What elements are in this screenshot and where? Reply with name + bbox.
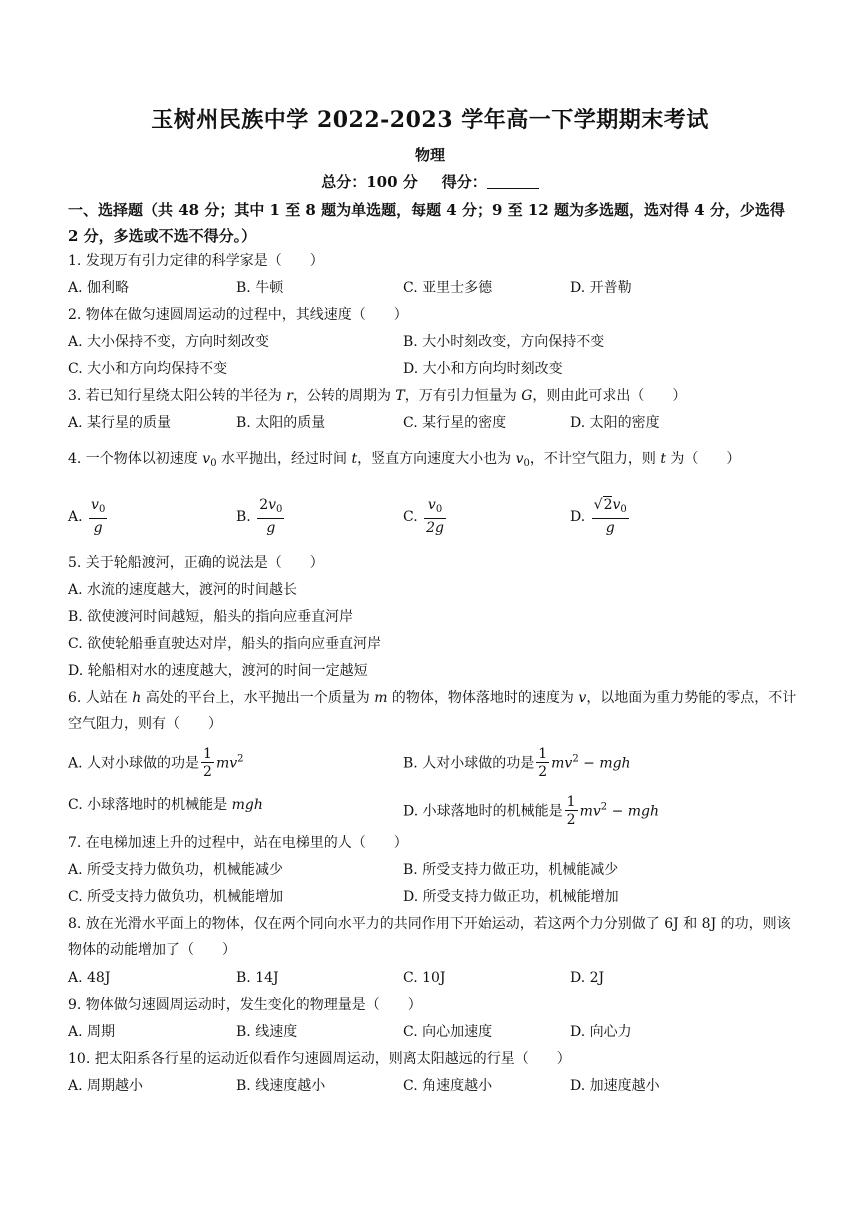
question-1-stem: 1. 发现万有引力定律的科学家是（ ）	[68, 253, 324, 269]
total-score: 总分：100 分	[321, 173, 418, 191]
question-10-option-b: B. 线速度越小	[236, 1078, 326, 1094]
question-6-option-d: D. 小球落地时的机械能是 $\frac{1}{2}$ $mv^2$ − mgh	[403, 794, 660, 828]
question-10-option-a: A. 周期越小	[68, 1078, 144, 1094]
question-8-option-c: C. 10J	[403, 970, 446, 986]
question-3-option-a: A. 某行星的质量	[68, 415, 172, 431]
question-1-option-d: D. 开普勒	[570, 280, 632, 296]
question-5-option-c: C. 欲使轮船垂直驶达对岸，船头的指向应垂直河岸	[68, 636, 382, 652]
question-10-stem: 10. 把太阳系各行星的运动近似看作匀速圆周运动，则离太阳越远的行星（ ）	[68, 1051, 571, 1067]
question-5-option-b: B. 欲使渡河时间越短，船头的指向应垂直河岸	[68, 609, 354, 625]
question-10-option-c: C. 角速度越小	[403, 1078, 493, 1094]
question-7-option-b: B. 所受支持力做正功，机械能减少	[403, 862, 619, 878]
question-9-stem: 9. 物体做匀速圆周运动时，发生变化的物理量是（ ）	[68, 997, 422, 1013]
question-4-option-c: C. $\frac{v_0}{2g}$	[403, 497, 444, 536]
question-4-option-a: A. $\frac{v_0}{g}$	[68, 497, 106, 536]
fraction-v0-over-g: $\frac{v_0}{g}$	[91, 497, 106, 536]
question-2-option-c: C. 大小和方向均保持不变	[68, 361, 228, 377]
question-3-option-b: B. 太阳的质量	[236, 415, 326, 431]
question-5-option-d: D. 轮船相对水的速度越大，渡河的时间一定越短	[68, 663, 368, 679]
question-1-option-c: C. 亚里士多德	[403, 280, 493, 296]
question-3-option-d: D. 太阳的密度	[570, 415, 660, 431]
question-7-option-a: A. 所受支持力做负功，机械能减少	[68, 862, 284, 878]
question-4-option-b: B. $\frac{2v_0}{g}$	[236, 497, 283, 536]
score-blank	[487, 174, 539, 189]
question-7-option-d: D. 所受支持力做正功，机械能增加	[403, 889, 619, 905]
fraction-2v0-over-g: $\frac{2v_0}{g}$	[259, 497, 283, 536]
fraction-one-half: $\frac{1}{2}$	[566, 794, 576, 828]
question-9-option-a: A. 周期	[68, 1024, 116, 1040]
question-7-option-c: C. 所受支持力做负功，机械能增加	[68, 889, 284, 905]
question-6-option-a: A. 人对小球做的功是 $\frac{1}{2}$ $mv^2$	[68, 746, 244, 780]
question-4-option-d: D. $\frac{√2v_0}{g}$	[570, 497, 627, 536]
question-9-option-d: D. 向心力	[570, 1024, 632, 1040]
question-2-option-a: A. 大小保持不变，方向时刻改变	[68, 334, 270, 350]
question-9-option-c: C. 向心加速度	[403, 1024, 493, 1040]
question-6-option-c: C. 小球落地时的机械能是 mgh	[68, 797, 263, 813]
question-2-stem: 2. 物体在做匀速圆周运动的过程中，其线速度（ ）	[68, 307, 408, 323]
question-4-stem: 4. 一个物体以初速度 $v_0$ 水平抛出，经过时间 t，竖直方向速度大小也为 $v_0$，不计空气阻力，则 t 为（ ）	[68, 451, 741, 469]
question-5-option-a: A. 水流的速度越大，渡河的时间越长	[68, 582, 298, 598]
question-8-option-b: B. 14J	[236, 970, 279, 986]
question-2-option-d: D. 大小和方向均时刻改变	[403, 361, 563, 377]
question-10-option-d: D. 加速度越小	[570, 1078, 660, 1094]
fraction-one-half: $\frac{1}{2}$	[203, 746, 212, 780]
question-1-option-a: A. 伽利略	[68, 280, 130, 296]
question-8-option-d: D. 2J	[570, 970, 605, 986]
score-label: 得分：	[441, 173, 487, 191]
score-line	[0, 171, 860, 192]
exam-subject: 物理	[414, 146, 445, 164]
question-3-stem: 3. 若已知行星绕太阳公转的半径为 r，公转的周期为 T，万有引力恒量为 G，则由此可求出（ ）	[68, 388, 687, 404]
question-2-option-b: B. 大小时刻改变，方向保持不变	[403, 334, 605, 350]
question-6-option-b: B. 人对小球做的功是 $\frac{1}{2}$ $mv^2$ − mgh	[403, 746, 631, 780]
question-1-option-b: B. 牛顿	[236, 280, 284, 296]
question-7-stem: 7. 在电梯加速上升的过程中，站在电梯里的人（ ）	[68, 835, 408, 851]
exam-title: 玉树州民族中学 2022-2023 学年高一下学期期末考试	[151, 107, 709, 133]
fraction-one-half: $\frac{1}{2}$	[538, 746, 548, 780]
question-6-stem: 6. 人站在 h 高处的平台上，水平抛出一个质量为 m 的物体，物体落地时的速度为 v，以地面为重力势能的零点，不计空气阻力，则有（ ）	[68, 690, 797, 732]
question-3-option-c: C. 某行星的密度	[403, 415, 507, 431]
question-8-option-a: A. 48J	[68, 970, 111, 986]
question-9-option-b: B. 线速度	[236, 1024, 298, 1040]
section-heading: 一、选择题（共 48 分；其中 1 至 8 题为单选题，每题 4 分；9 至 12 题为多选题，选对得 4 分，少选得 2 分，多选或不选不得分。）	[68, 201, 785, 245]
question-8-stem: 8. 放在光滑水平面上的物体，仅在两个同向水平力的共同作用下开始运动，若这两个力分别做了 6J 和 8J 的功，则该物体的动能增加了（ ）	[68, 916, 791, 958]
fraction-sqrt2v0-over-g: $\frac{√2v_0}{g}$	[593, 497, 627, 536]
fraction-v0-over-2g: $\frac{v_0}{2g}$	[426, 497, 444, 536]
question-5-stem: 5. 关于轮船渡河，正确的说法是（ ）	[68, 555, 324, 571]
